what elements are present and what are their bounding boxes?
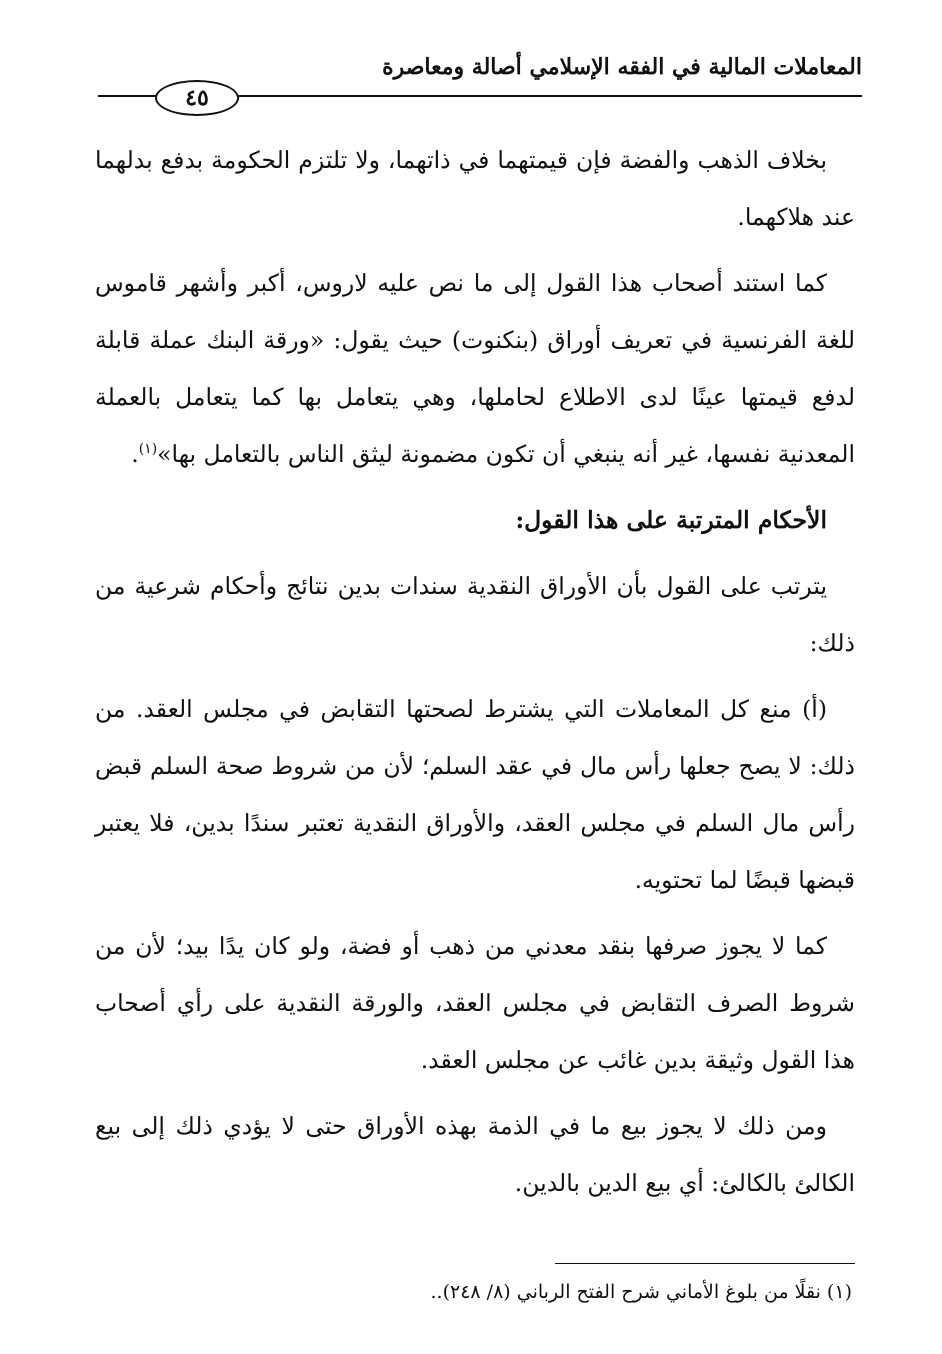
body-text — [95, 132, 855, 1221]
paragraph-6: ومن ذلك لا يجوز بيع ما في الذمة بهذه الأوراق حتى لا يؤدي ذلك إلى بيع الكالئ بالكالئ: أي بيع الدين بالدين. — [95, 1112, 855, 1197]
footnote: (١) نقلًا من بلوغ الأماني شرح الفتح الرباني (٨/ ٢٤٨).. — [430, 1281, 852, 1303]
paragraph-3: يترتب على القول بأن الأوراق النقدية سندات بدين نتائج وأحكام شرعية من ذلك: — [95, 572, 855, 657]
section-heading: الأحكام المترتبة على هذا القول: — [515, 506, 827, 534]
paragraph-2-end: . — [131, 440, 139, 468]
running-header-title: المعاملات المالية في الفقه الإسلامي أصالة ومعاصرة — [382, 54, 862, 80]
footnote-reference: (١) — [138, 441, 158, 458]
page-number-badge: ٤٥ — [155, 80, 239, 116]
paragraph-5: كما لا يجوز صرفها بنقد معدني من ذهب أو فضة، ولو كان يدًا بيد؛ لأن من شروط الصرف التقابض في مجلس العقد، والورقة النقدية على رأي أصحاب هذا القول وثيقة بدين غائب عن مجلس العقد. — [95, 932, 855, 1074]
footnote-rule — [555, 1263, 855, 1264]
paragraph-2 — [95, 255, 855, 483]
paragraph-1: بخلاف الذهب والفضة فإن قيمتهما في ذاتهما، ولا تلتزم الحكومة بدفع بدلهما عند هلاكهما. — [95, 146, 855, 231]
paragraph-2-text: كما استند أصحاب هذا القول إلى ما نص عليه لاروس، أكبر وأشهر قاموس للغة الفرنسية في تعريف أوراق (بنكنوت) حيث يقول: «ورقة البنك عملة قابلة لدفع قيمتها عينًا لدى الاطلاع لحاملها، وهي يتعامل بها كما يتعامل بالعملة المعدنية نفسها، غير أنه ينبغي أن تكون مضمونة ليثق الناس بالتعامل بها» — [95, 269, 855, 468]
paragraph-4: (أ) منع كل المعاملات التي يشترط لصحتها التقابض في مجلس العقد. من ذلك: لا يصح جعلها رأس مال في عقد السلم؛ لأن من شروط صحة السلم قبض رأس مال السلم في مجلس العقد، والأوراق النقدية تعتبر سندًا بدين، فلا يعتبر قبضها قبضًا لما تحتويه. — [95, 695, 855, 894]
